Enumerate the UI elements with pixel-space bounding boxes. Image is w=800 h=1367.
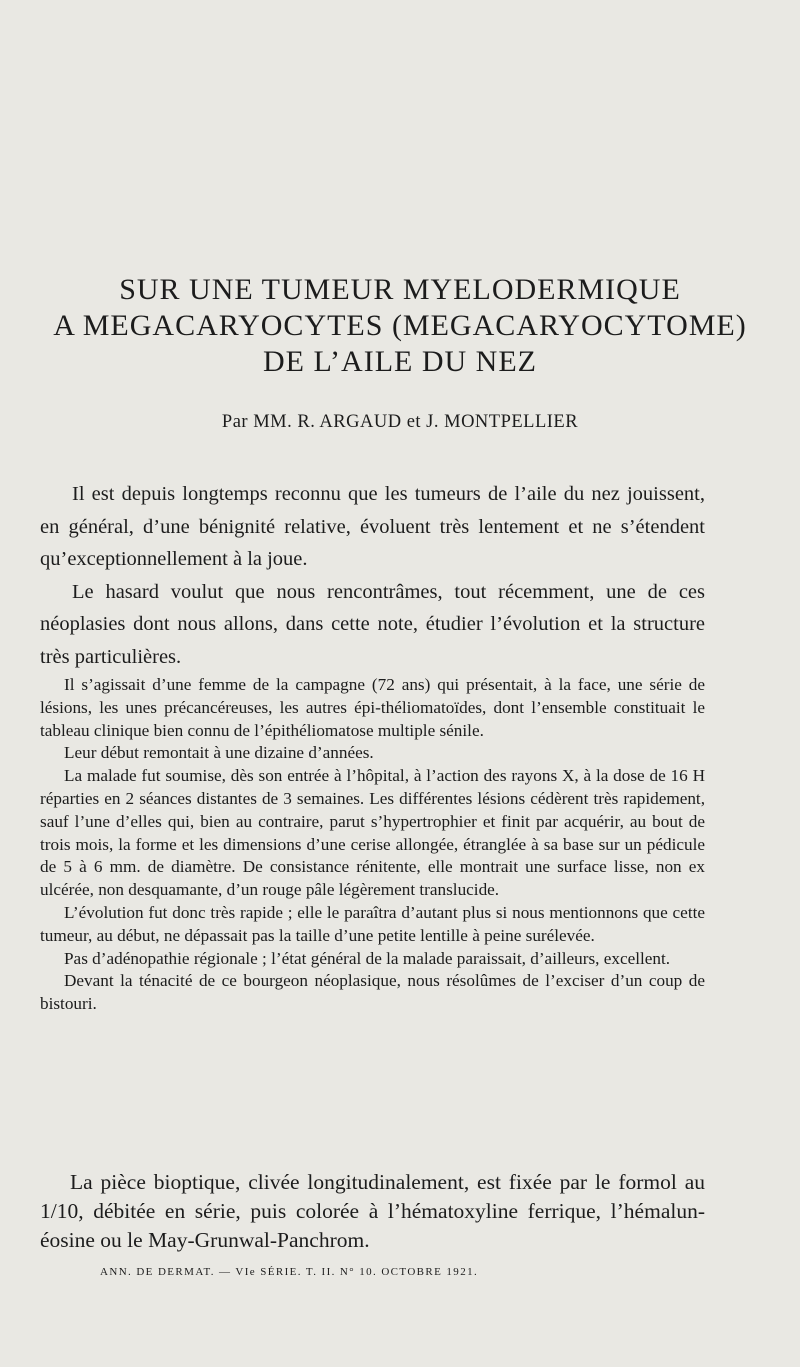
intro-paragraph: Le hasard voulut que nous rencontrâmes, tout récemment, une de ces néoplasies dont nous allons, dans cette note, étudier l’évolution et la structure très particulières. (40, 580, 705, 668)
article-title (0, 272, 800, 380)
biopsy-paragraph: La pièce bioptique, clivée longitudinalement, est fixée par le formol au 1/10, débitée en série, puis colorée à l’hématoxyline ferrique, l’hémalun-éosine ou le May-Grunwal-Panchrom. (40, 1170, 705, 1252)
journal-footer: ANN. DE DERMAT. — VIe SÉRIE. T. II. N° 10. OCTOBRE 1921. (100, 1266, 479, 1278)
case-report-section (40, 674, 705, 1016)
intro-section (40, 478, 705, 673)
biopsy-section (40, 1168, 705, 1255)
case-paragraph: Devant la ténacité de ce bourgeon néoplasique, nous résolûmes de l’exciser d’un coup de bistouri. (40, 971, 705, 1014)
case-paragraph: Leur début remontait à une dizaine d’années. (64, 743, 374, 763)
case-paragraph: L’évolution fut donc très rapide ; elle le paraîtra d’autant plus si nous mentionnons que cette tumeur, au début, ne dépassait pas la taille d’une petite lentille à peine surélevée. (40, 902, 705, 945)
case-paragraph: Il s’agissait d’une femme de la campagne (72 ans) qui présentait, à la face, une série de lésions, les unes précancéreuses, les autres épi-théliomatoïdes, dont l’ensemble constituait le tableau clinique bien connu de l’épithéliomatose multiple sénile. (40, 675, 705, 740)
title-line-3: DE L’AILE DU NEZ (262, 345, 537, 378)
intro-paragraph: Il est depuis longtemps reconnu que les tumeurs de l’aile du nez jouissent, en général, d’une bénignité relative, évoluent très lentement et ne s’étendent qu’exceptionnellement à la joue. (40, 483, 705, 570)
title-line-2: A MEGACARYOCYTES (MEGACARYOCYTOME) (53, 309, 747, 342)
case-paragraph: La malade fut soumise, dès son entrée à l’hôpital, à l’action des rayons X, à la dose de 16 H réparties en 2 séances distantes de 3 semaines. Les différentes lésions cédèrent très rapidement, sauf l’une d’elles qui, bien au contraire, parut s’hypertrophier et finit par acquérir, au bout de trois mois, la forme et les dimensions d’une cerise allongée, étranglée à sa base sur un pédicule de 5 à 6 mm. de diamètre. De consistance rénitente, elle montrait une surface lisse, non ex ulcérée, non desquamante, d’un rouge pâle légèrement translucide. (40, 766, 705, 900)
case-paragraph: Pas d’adénopathie régionale ; l’état général de la malade paraissait, d’ailleurs, excellent. (64, 948, 671, 968)
title-line-1: SUR UNE TUMEUR MYELODERMIQUE (119, 273, 681, 306)
article-authors: Par MM. R. ARGAUD et J. MONTPELLIER (221, 412, 579, 432)
